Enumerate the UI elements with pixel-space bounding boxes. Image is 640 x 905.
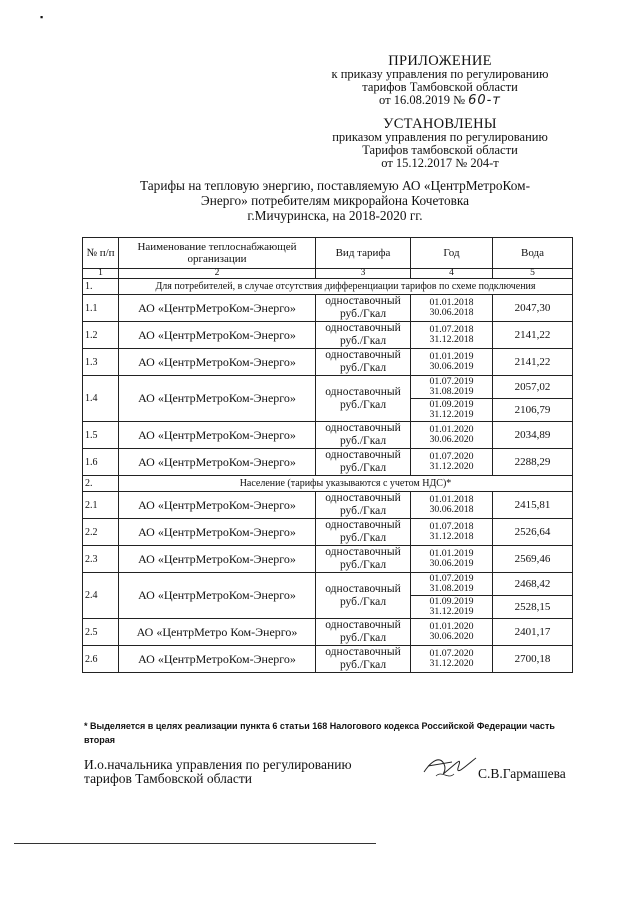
row-period-to: 30.06.2020 — [429, 631, 474, 642]
row-value: 2057,02 — [493, 376, 573, 399]
row-period-from: 01.09.2019 — [429, 596, 474, 607]
row-period — [411, 322, 493, 349]
row-kind — [316, 295, 411, 322]
table-row — [83, 573, 573, 596]
established-line-1: приказом управления по регулированию — [332, 130, 548, 144]
row-kind-unit: руб./Гкал — [339, 559, 387, 571]
row-period — [411, 646, 493, 673]
row-kind — [316, 349, 411, 376]
section-row-2 — [83, 476, 573, 492]
table-row — [83, 519, 573, 546]
column-number-row — [83, 269, 573, 279]
document-title — [110, 178, 560, 223]
appendix-line-2: тарифов Тамбовской области — [362, 80, 518, 94]
row-kind-type: одноставочный — [325, 295, 401, 307]
row-kind-type: одноставочный — [325, 322, 401, 334]
row-period — [411, 422, 493, 449]
row-num: 1.1 — [83, 295, 119, 322]
row-period — [411, 492, 493, 519]
established-header — [300, 118, 580, 170]
section-row-1 — [83, 279, 573, 295]
row-kind — [316, 492, 411, 519]
row-value: 2700,18 — [493, 646, 573, 673]
appendix-date — [300, 94, 580, 107]
table-row — [83, 492, 573, 519]
row-period-from: 01.01.2018 — [429, 494, 474, 505]
row-period — [411, 596, 493, 619]
row-num: 2.4 — [83, 573, 119, 619]
row-period-to: 31.12.2019 — [429, 606, 474, 617]
row-kind-unit: руб./Гкал — [339, 362, 387, 374]
table-row — [83, 619, 573, 646]
bottom-divider — [14, 843, 376, 844]
row-kind — [316, 376, 411, 422]
appendix-line-1: к приказу управления по регулированию — [331, 67, 549, 81]
row-period — [411, 619, 493, 646]
row-period-to: 31.12.2018 — [429, 531, 474, 542]
established-line-2: Тарифов тамбовской области — [362, 143, 518, 157]
footnote-line-1: * Выделяется в целях реализации пункта 6 статьи 168 Налогового кодекса Российской Федерации часть — [84, 721, 555, 731]
row-num: 2.3 — [83, 546, 119, 573]
table-row — [83, 376, 573, 399]
table-row — [83, 422, 573, 449]
row-kind-unit: руб./Гкал — [339, 505, 387, 517]
table-header-row — [83, 238, 573, 269]
row-period-to: 31.12.2020 — [429, 658, 474, 669]
row-value: 2415,81 — [493, 492, 573, 519]
row-period-from: 01.07.2019 — [429, 376, 474, 387]
row-kind-unit: руб./Гкал — [339, 659, 387, 671]
row-value: 2034,89 — [493, 422, 573, 449]
row-period — [411, 376, 493, 399]
table-row — [83, 322, 573, 349]
row-period-to: 30.06.2018 — [429, 504, 474, 515]
column-number: 1 — [83, 269, 119, 279]
row-org: АО «ЦентрМетроКом-Энерго» — [119, 546, 316, 573]
row-period-from: 01.01.2019 — [429, 351, 474, 362]
document-title-line-2: Энерго» потребителям микрорайона Кочетовка — [200, 193, 470, 208]
row-num: 2.6 — [83, 646, 119, 673]
row-value: 2569,46 — [493, 546, 573, 573]
row-org: АО «ЦентрМетроКом-Энерго» — [119, 295, 316, 322]
row-kind-type: одноставочный — [325, 349, 401, 361]
row-period — [411, 349, 493, 376]
document-title-line-3: г.Мичуринска, на 2018-2020 гг. — [247, 208, 423, 223]
row-kind — [316, 619, 411, 646]
row-org: АО «ЦентрМетроКом-Энерго» — [119, 422, 316, 449]
row-num: 2.5 — [83, 619, 119, 646]
row-num: 1.3 — [83, 349, 119, 376]
signatory-position-line-1: И.о.начальника управления по регулированию — [84, 757, 352, 772]
row-kind-unit: руб./Гкал — [339, 335, 387, 347]
row-num: 2.2 — [83, 519, 119, 546]
row-value: 2401,17 — [493, 619, 573, 646]
row-org: АО «ЦентрМетроКом-Энерго» — [119, 376, 316, 422]
table-row — [83, 349, 573, 376]
row-org: АО «ЦентрМетроКом-Энерго» — [119, 519, 316, 546]
established-line-3: от 15.12.2017 № 204-т — [381, 156, 499, 170]
row-period-from: 01.01.2020 — [429, 424, 474, 435]
row-kind — [316, 519, 411, 546]
row-kind — [316, 449, 411, 476]
row-kind-unit: руб./Гкал — [339, 398, 387, 411]
row-kind-type: одноставочный — [325, 582, 401, 595]
row-num: 1.4 — [83, 376, 119, 422]
row-period-to: 31.12.2019 — [429, 409, 474, 420]
section-title: Население (тарифы указываются с учетом НДС)* — [119, 476, 573, 492]
row-kind-unit: руб./Гкал — [339, 462, 387, 474]
row-value: 2141,22 — [493, 349, 573, 376]
row-kind — [316, 322, 411, 349]
row-kind-unit: руб./Гкал — [339, 435, 387, 447]
row-kind-type: одноставочный — [325, 519, 401, 531]
row-value: 2288,29 — [493, 449, 573, 476]
row-period-from: 01.07.2018 — [429, 521, 474, 532]
row-kind — [316, 646, 411, 673]
column-number: 4 — [411, 269, 493, 279]
row-period-to: 31.08.2019 — [429, 583, 474, 594]
signatory-position-line-2: тарифов Тамбовской области — [84, 771, 252, 786]
row-period-to: 30.06.2019 — [429, 361, 474, 372]
header-water: Вода — [493, 238, 573, 269]
row-kind-unit: руб./Гкал — [339, 532, 387, 544]
header-kind: Вид тарифа — [316, 238, 411, 269]
tariff-table — [82, 237, 573, 673]
footnote-line-2: вторая — [84, 735, 115, 745]
row-value: 2047,30 — [493, 295, 573, 322]
row-period — [411, 546, 493, 573]
appendix-header — [300, 55, 580, 107]
column-number: 2 — [119, 269, 316, 279]
table-row — [83, 449, 573, 476]
row-org: АО «ЦентрМетроКом-Энерго» — [119, 349, 316, 376]
row-kind-type: одноставочный — [325, 619, 401, 631]
corner-mark: ▪ — [40, 12, 44, 22]
established-title: УСТАНОВЛЕНЫ — [383, 116, 497, 132]
row-num: 1.6 — [83, 449, 119, 476]
row-kind — [316, 546, 411, 573]
row-period-to: 30.06.2018 — [429, 307, 474, 318]
header-org: Наименование теплоснабжающей организации — [119, 238, 316, 269]
row-kind-unit: руб./Гкал — [339, 308, 387, 320]
row-period-from: 01.07.2020 — [429, 451, 474, 462]
row-kind — [316, 573, 411, 619]
row-period — [411, 399, 493, 422]
row-period-from: 01.01.2018 — [429, 297, 474, 308]
signatory-name: С.В.Гармашева — [478, 766, 566, 781]
row-period-from: 01.07.2020 — [429, 648, 474, 659]
row-period — [411, 573, 493, 596]
row-period-from: 01.01.2019 — [429, 548, 474, 559]
handwritten-signature — [418, 750, 482, 784]
row-period-to: 31.12.2020 — [429, 461, 474, 472]
row-period — [411, 295, 493, 322]
row-period-to: 30.06.2020 — [429, 434, 474, 445]
row-kind-type: одноставочный — [325, 385, 401, 398]
row-period — [411, 449, 493, 476]
row-period-from: 01.07.2018 — [429, 324, 474, 335]
footnote — [84, 719, 564, 747]
column-number: 5 — [493, 269, 573, 279]
row-kind-type: одноставочный — [325, 492, 401, 504]
row-num: 2.1 — [83, 492, 119, 519]
document-title-line-1: Тарифы на тепловую энергию, поставляемую АО «ЦентрМетроКом- — [139, 178, 530, 193]
header-num: № п/п — [83, 238, 119, 269]
row-value: 2141,22 — [493, 322, 573, 349]
row-value: 2468,42 — [493, 573, 573, 596]
row-kind-type: одноставочный — [325, 646, 401, 658]
row-period-to: 30.06.2019 — [429, 558, 474, 569]
row-num: 1.5 — [83, 422, 119, 449]
row-kind-type: одноставочный — [325, 546, 401, 558]
row-org: АО «ЦентрМетроКом-Энерго» — [119, 449, 316, 476]
column-number: 3 — [316, 269, 411, 279]
header-year: Год — [411, 238, 493, 269]
section-num: 1. — [83, 279, 119, 295]
row-num: 1.2 — [83, 322, 119, 349]
appendix-number-handwritten: 60-т — [468, 93, 501, 108]
table-row — [83, 646, 573, 673]
row-value: 2106,79 — [493, 399, 573, 422]
table-row — [83, 295, 573, 322]
row-org: АО «ЦентрМетроКом-Энерго» — [119, 492, 316, 519]
row-kind-unit: руб./Гкал — [339, 632, 387, 644]
row-kind-unit: руб./Гкал — [339, 595, 387, 608]
row-value: 2528,15 — [493, 596, 573, 619]
appendix-date-prefix: от 16.08.2019 № — [379, 93, 466, 107]
row-period-from: 01.09.2019 — [429, 399, 474, 410]
row-org: АО «ЦентрМетроКом-Энерго» — [119, 646, 316, 673]
row-period — [411, 519, 493, 546]
row-period-to: 31.12.2018 — [429, 334, 474, 345]
row-org: АО «ЦентрМетро Ком-Энерго» — [119, 619, 316, 646]
table-row — [83, 546, 573, 573]
section-title: Для потребителей, в случае отсутствия дифференциации тарифов по схеме подключения — [119, 279, 573, 295]
row-kind-type: одноставочный — [325, 422, 401, 434]
row-period-to: 31.08.2019 — [429, 386, 474, 397]
row-org: АО «ЦентрМетроКом-Энерго» — [119, 322, 316, 349]
appendix-title: ПРИЛОЖЕНИЕ — [388, 53, 492, 69]
row-period-from: 01.07.2019 — [429, 573, 474, 584]
row-kind — [316, 422, 411, 449]
section-num: 2. — [83, 476, 119, 492]
row-period-from: 01.01.2020 — [429, 621, 474, 632]
row-org: АО «ЦентрМетроКом-Энерго» — [119, 573, 316, 619]
row-value: 2526,64 — [493, 519, 573, 546]
row-kind-type: одноставочный — [325, 449, 401, 461]
signatory-position — [84, 758, 352, 786]
